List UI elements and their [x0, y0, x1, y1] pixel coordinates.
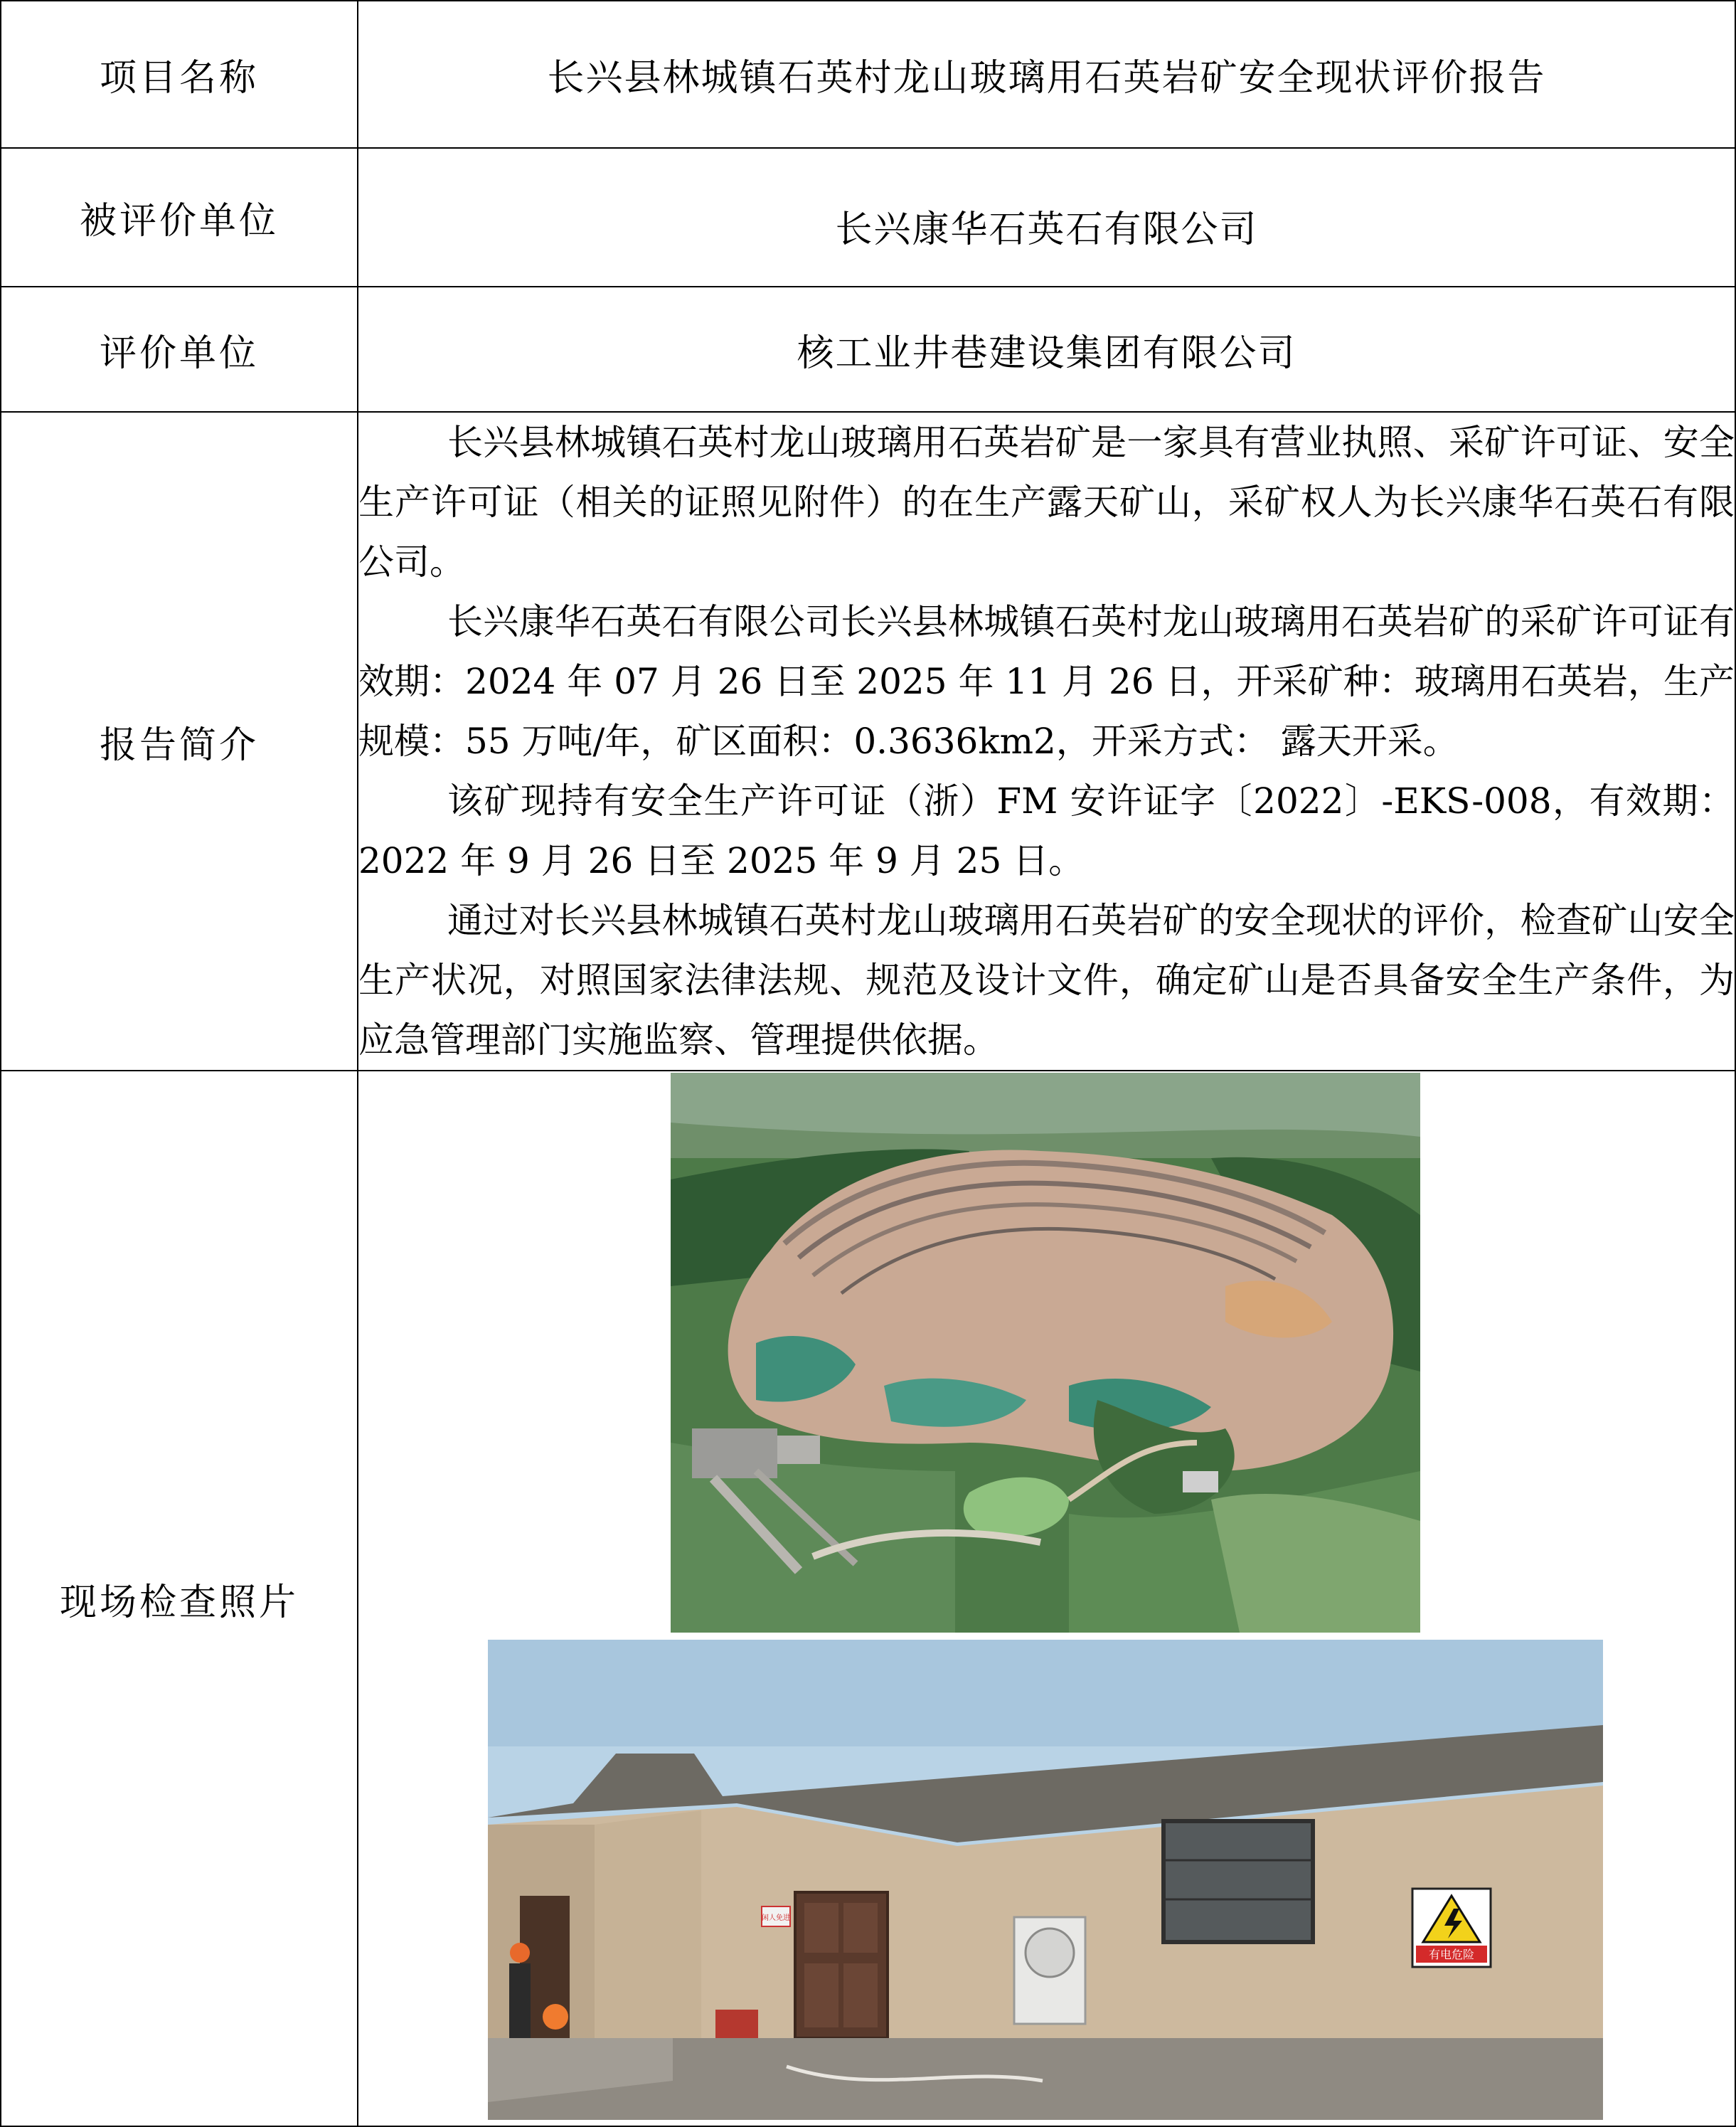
power-room-photo — [488, 1640, 1603, 2120]
summary-paragraph-2: 长兴康华石英石有限公司长兴县林城镇石英村龙山玻璃用石英岩矿的采矿许可证有效期：2024 年 07 月 26 日至 2025 年 11 月 26 日，开采矿种：玻璃用石英岩，生产规模：55 万吨/年，矿区面积：0.3636km2，开采方式： 露天开采。 — [358, 601, 1735, 762]
summary-label: 报告简介 — [1, 412, 358, 1071]
aerial-mine-photo — [671, 1073, 1420, 1633]
evaluating-unit-value: 核工业井巷建设集团有限公司 — [358, 287, 1735, 412]
notice-sign-text: 闲人免进 — [762, 1914, 790, 1922]
evaluated-unit-value: 长兴康华石英石有限公司 — [358, 148, 1735, 287]
summary-paragraph-3: 该矿现持有安全生产许可证（浙）FM 安许证字〔2022〕-EKS-008，有效期：2022 年 9 月 26 日至 2025 年 9 月 25 日。 — [358, 780, 1735, 881]
summary-paragraph-1: 长兴县林城镇石英村龙山玻璃用石英岩矿是一家具有营业执照、采矿许可证、安全生产许可证（相关的证照见附件）的在生产露天矿山，采矿权人为长兴康华石英石有限公司。 — [358, 422, 1735, 583]
row-project-name — [1, 1, 1735, 148]
project-name-value: 长兴县林城镇石英村龙山玻璃用石英岩矿安全现状评价报告 — [358, 1, 1735, 148]
row-evaluating-unit — [1, 287, 1735, 412]
power-room-illustration — [488, 1640, 1603, 2120]
evaluated-unit-label: 被评价单位 — [1, 148, 358, 287]
danger-sign-text: 有电危险 — [1428, 1948, 1475, 1961]
aerial-mine-illustration — [671, 1073, 1420, 1633]
row-evaluated-unit — [1, 148, 1735, 287]
photos-label: 现场检查照片 — [1, 1071, 358, 2126]
row-summary — [1, 412, 1735, 1071]
summary-paragraph-4: 通过对长兴县林城镇石英村龙山玻璃用石英岩矿的安全现状的评价，检查矿山安全生产状况，对照国家法律法规、规范及设计文件，确定矿山是否具备安全生产条件，为应急管理部门实施监察、管理提供依据。 — [358, 900, 1735, 1061]
project-name-label: 项目名称 — [1, 1, 358, 148]
evaluating-unit-label: 评价单位 — [1, 287, 358, 412]
summary-content — [358, 412, 1735, 1071]
